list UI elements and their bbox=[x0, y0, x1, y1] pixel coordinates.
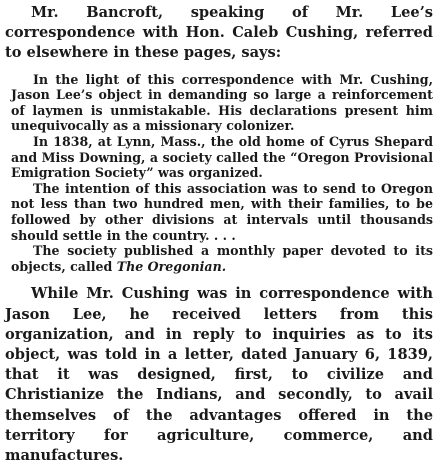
quote-paragraph-3: The intention of this association was to send to Oregon not less than two hundred men, with their families, to be followed by other divisions at intervals until thousands should settle in the country. . . . bbox=[11, 180, 433, 243]
periodical-title: The Oregonian. bbox=[116, 258, 227, 274]
intro-paragraph: Mr. Bancroft, speaking of Mr. Lee’s correspondence with Hon. Caleb Cushing, referred to elsewhere in these pages, says: bbox=[5, 4, 433, 62]
quote-paragraph-1: In the light of this correspondence with Mr. Cushing, Jason Lee’s object in demanding so large a reinforcement of laymen is unmistakable. His declarations present him unequivocally as a missionary colonizer. bbox=[11, 71, 433, 134]
block-quote bbox=[5, 72, 433, 275]
quote-paragraph-2: In 1838, at Lynn, Mass., the old home of Cyrus Shepard and Miss Downing, a society called the “Oregon Provisional Emigration Society” was organized. bbox=[11, 133, 433, 181]
quote-paragraph-4-text: The society published a monthly paper devoted to its objects, called bbox=[11, 243, 433, 274]
quote-paragraph-4 bbox=[11, 243, 433, 274]
body-paragraph: While Mr. Cushing was in correspondence with Jason Lee, he received letters from this organization, and in reply to inquiries as to its object, was told in a letter, dated January 6, 1839, that it was designed, first, to civilize and Christianize the Indians, and secondly, to avail themselves of the advantages offered in the territory for agriculture, commerce, and manufactures. bbox=[5, 285, 433, 464]
document-page bbox=[5, 3, 433, 466]
